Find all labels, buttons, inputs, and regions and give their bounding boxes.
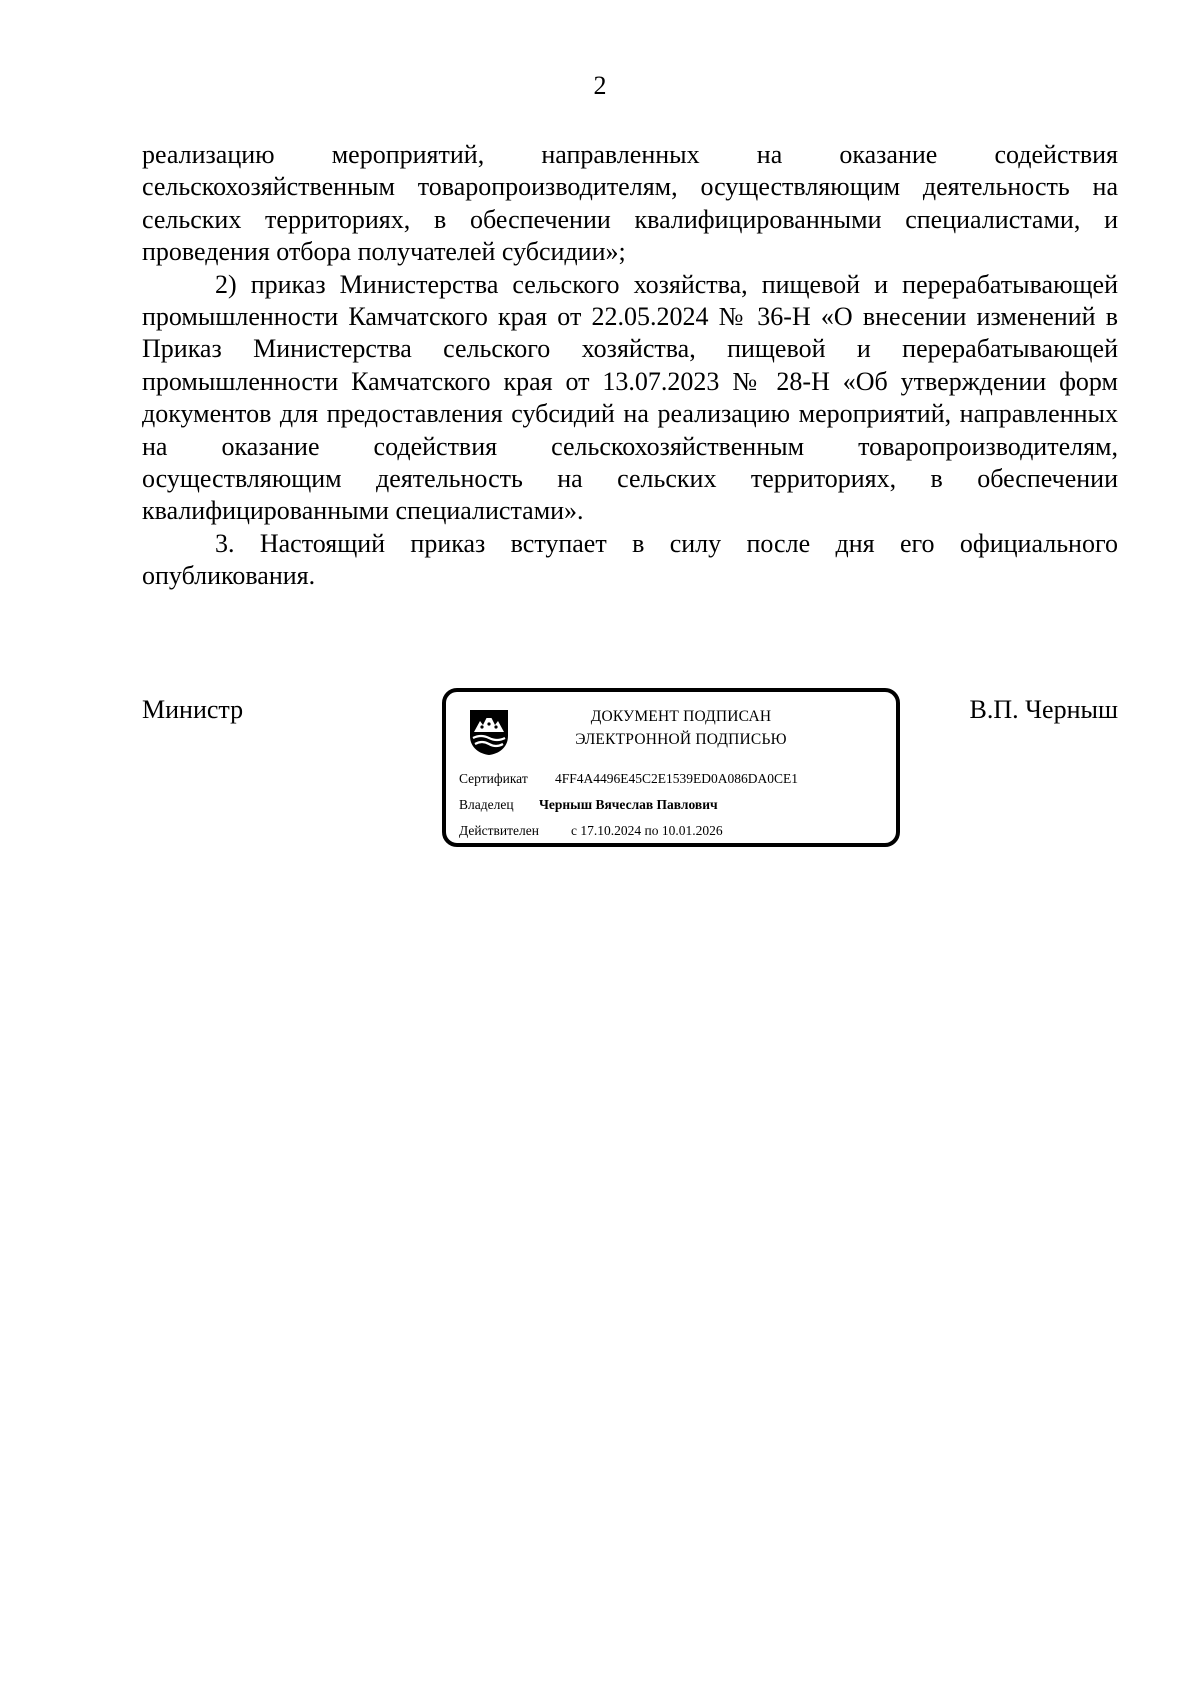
certificate-label: Сертификат — [459, 771, 528, 786]
signer-name: В.П. Черныш — [969, 695, 1118, 724]
owner-label: Владелец — [459, 797, 514, 812]
kamchatka-coat-of-arms-icon — [464, 706, 514, 756]
stamp-owner-row — [459, 796, 718, 814]
paragraph-item-3: 3. Настоящий приказ вступает в силу после дня его официального опубликования. — [142, 528, 1118, 591]
document-body — [142, 139, 1118, 593]
stamp-header — [536, 705, 826, 751]
certificate-value: 4FF4A4496E45C2E1539ED0A086DA0CE1 — [555, 771, 799, 786]
owner-value: Черныш Вячеслав Павлович — [539, 797, 718, 812]
page-number: 2 — [593, 71, 607, 100]
paragraph-item-2: 2) приказ Министерства сельского хозяйства, пищевой и перерабатывающей промышленности Камчатского края от 22.05.2024 № 36-Н «О внесении изменений в Приказ Министерства сельского хозяйства, пищевой и перерабатывающей промышленности Камчатского края от 13.07.2023 № 28-Н «Об утверждении форм документов для предоставления субсидий на реализацию мероприятий, направленных на оказание содействия сельскохозяйственным товаропроизводителям, осуществляющим деятельность на сельских территориях, в обеспечении квалифицированными специалистами». — [142, 269, 1118, 526]
electronic-signature-stamp — [442, 688, 900, 847]
stamp-header-line-2: ЭЛЕКТРОННОЙ ПОДПИСЬЮ — [575, 731, 787, 748]
signer-position: Министр — [142, 695, 244, 724]
paragraph-continuation: реализацию мероприятий, направленных на оказание содействия сельскохозяйственным товаропроизводителям, осуществляющим деятельность на сельских территориях, в обеспечении квалифицированными специалистами, и проведения отбора получателей субсидии»; — [142, 140, 1118, 267]
stamp-validity-row — [459, 822, 723, 840]
validity-value: с 17.10.2024 по 10.01.2026 — [571, 823, 723, 838]
stamp-certificate-row — [459, 770, 798, 788]
stamp-header-line-1: ДОКУМЕНТ ПОДПИСАН — [590, 708, 772, 725]
validity-label: Действителен — [459, 823, 539, 838]
